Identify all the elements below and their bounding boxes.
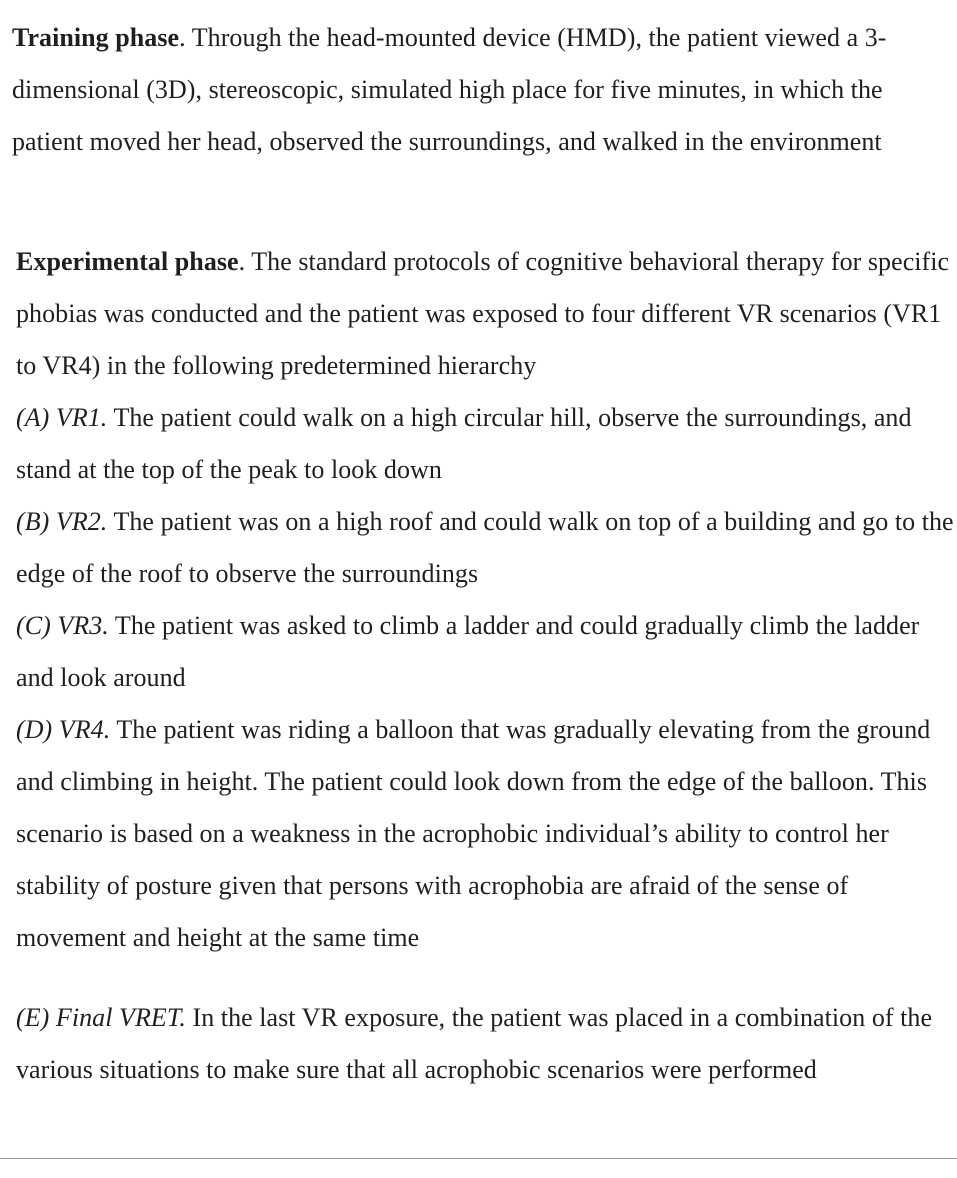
experimental-phase-paragraph [16, 236, 956, 392]
scenario-item-vr2 [16, 496, 956, 600]
scenario-label: (C) VR3. [16, 611, 109, 640]
training-phase-text: . Through the head-mounted device (HMD), the patient viewed a 3-dimensional (3D), stereoscopic, simulated high place for five minutes, in which the patient moved her head, observed the surroundings, and walked in the environment [12, 23, 887, 156]
scenario-text: The patient was riding a balloon that was gradually elevating from the ground and climbing in height. The patient could look down from the edge of the balloon. This scenario is based on a weakness in the acrophobic individual’s ability to control her stability of posture given that persons with acrophobia are afraid of the sense of movement and height at the same time [16, 715, 931, 952]
final-vret-text: In the last VR exposure, the patient was placed in a combination of the various situations to make sure that all acrophobic scenarios were performed [16, 1003, 933, 1084]
training-phase-section [12, 12, 952, 168]
scenario-label: (B) VR2. [16, 507, 108, 536]
scenario-item-vr1 [16, 392, 956, 496]
experimental-phase-text: . The standard protocols of cognitive behavioral therapy for specific phobias was conducted and the patient was exposed to four different VR scenarios (VR1 to VR4) in the following predetermined hierarchy [16, 247, 950, 380]
scenario-text: The patient was on a high roof and could walk on top of a building and go to the edge of the roof to observe the surroundings [16, 507, 954, 588]
final-vret-section [16, 992, 956, 1096]
scenario-item-vr4 [16, 704, 956, 964]
final-vret-paragraph [16, 992, 956, 1096]
experimental-phase-heading: Experimental phase [16, 247, 239, 276]
scenario-text: The patient was asked to climb a ladder and could gradually climb the ladder and look around [16, 611, 920, 692]
final-vret-label: (E) Final VRET. [16, 1003, 186, 1032]
training-phase-paragraph [12, 12, 952, 168]
bottom-divider [0, 1158, 957, 1159]
scenario-label: (A) VR1. [16, 403, 108, 432]
scenario-item-vr3 [16, 600, 956, 704]
training-phase-heading: Training phase [12, 23, 180, 52]
scenario-text: The patient could walk on a high circular hill, observe the surroundings, and stand at the top of the peak to look down [16, 403, 912, 484]
experimental-phase-section [16, 236, 956, 964]
scenario-label: (D) VR4. [16, 715, 111, 744]
